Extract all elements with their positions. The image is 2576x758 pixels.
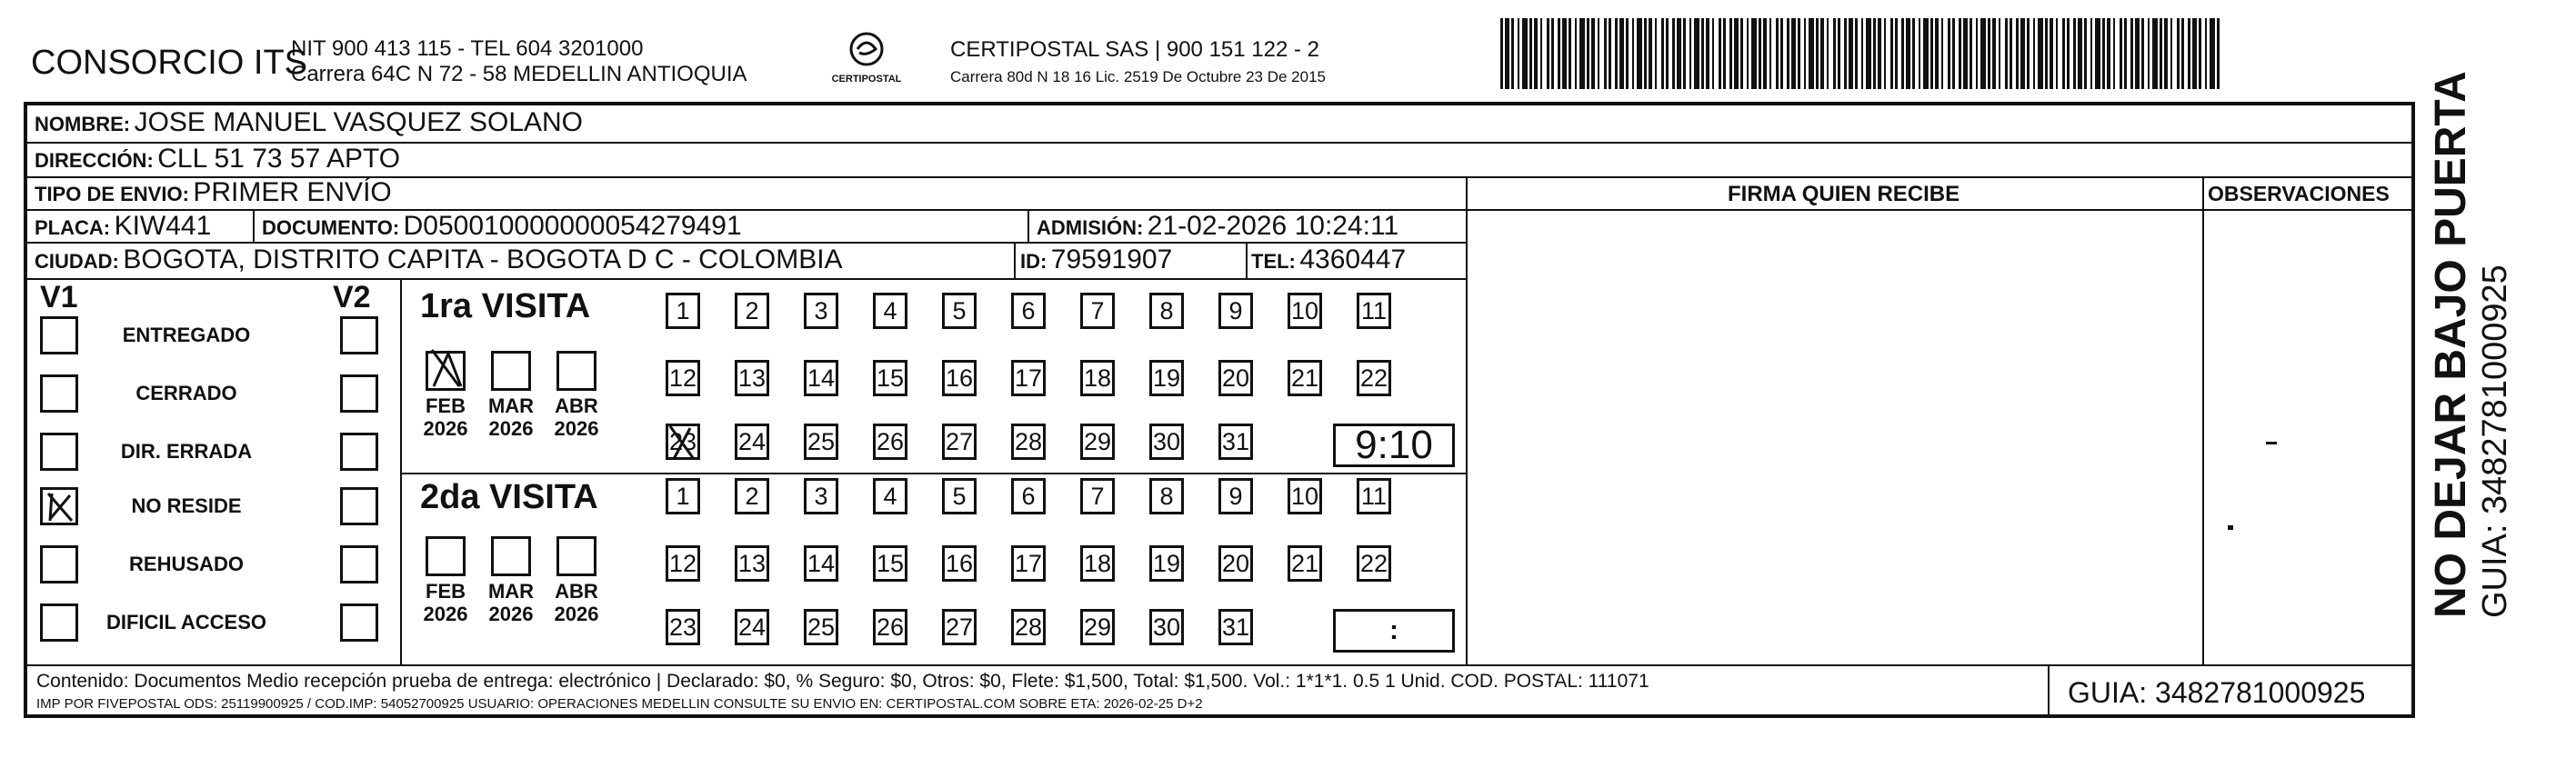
documento-value: D050010000000054279491 — [403, 211, 742, 241]
second-day-20[interactable]: 20 — [1218, 545, 1253, 582]
certipostal-address: Carrera 80d N 18 16 Lic. 2519 De Octubre 23 De 2015 — [950, 68, 1326, 85]
second-month-feb-label: FEB 2026 — [423, 580, 468, 625]
nit-line: NIT 900 413 115 - TEL 604 3201000 — [291, 36, 644, 61]
first-day-16[interactable]: 16 — [942, 360, 977, 396]
v2-label: V2 — [333, 280, 371, 314]
footer-contenido: Contenido: Documentos Medio recepción prueba de entrega: electrónico | Declarado: $0, % Seguro: $0, Otros: $0, Flete: $1,500, Total: $1,500. Vol.: 1*1*1. 0.5 1 Unid. COD. POSTAL: 111071 — [36, 671, 1649, 692]
placa-value: KIW441 — [114, 211, 212, 241]
first-day-20[interactable]: 20 — [1218, 360, 1253, 396]
second-day-29[interactable]: 29 — [1080, 609, 1115, 645]
second-month-feb-checkbox[interactable] — [426, 536, 466, 576]
second-day-6[interactable]: 6 — [1011, 478, 1046, 514]
status-entregado: ENTREGADO — [122, 324, 251, 346]
second-day-14[interactable]: 14 — [804, 545, 838, 582]
ciudad-label: CIUDAD: — [35, 250, 119, 273]
company-info — [291, 36, 747, 87]
second-day-25[interactable]: 25 — [804, 609, 838, 645]
first-day-5[interactable]: 5 — [942, 293, 977, 329]
v2-checkbox-cerrado[interactable] — [340, 374, 378, 413]
second-day-12[interactable]: 12 — [666, 545, 700, 582]
second-day-18[interactable]: 18 — [1080, 545, 1115, 582]
company-address: Carrera 64C N 72 - 58 MEDELLIN ANTIOQUIA — [291, 62, 747, 86]
tipo-envio-label: TIPO DE ENVIO: — [35, 183, 189, 205]
first-day-4[interactable]: 4 — [873, 293, 907, 329]
second-day-3[interactable]: 3 — [804, 478, 838, 514]
first-visit-time[interactable]: 9:10 — [1333, 424, 1455, 467]
admision-value: 21-02-2026 10:24:11 — [1147, 211, 1399, 241]
second-day-11[interactable]: 11 — [1357, 478, 1391, 514]
first-day-6[interactable]: 6 — [1011, 293, 1046, 329]
second-month-mar-label: MAR 2026 — [487, 580, 535, 625]
first-day-3[interactable]: 3 — [804, 293, 838, 329]
nombre-value: JOSE MANUEL VASQUEZ SOLANO — [134, 107, 584, 137]
second-day-17[interactable]: 17 — [1011, 545, 1046, 582]
certipostal-info — [950, 36, 1326, 91]
observaciones-header: OBSERVACIONES — [2208, 182, 2390, 205]
second-day-1[interactable]: 1 — [666, 478, 700, 514]
second-day-24[interactable]: 24 — [735, 609, 769, 645]
admision-label: ADMISIÓN: — [1037, 216, 1144, 239]
v1-checkbox-dir-errada[interactable] — [40, 433, 78, 471]
obs-dot — [2228, 525, 2233, 530]
first-month-mar-checkbox[interactable] — [491, 351, 531, 391]
company-name: CONSORCIO ITS — [31, 44, 308, 82]
status-no-reside: NO RESIDE — [131, 494, 242, 517]
first-day-28[interactable]: 28 — [1011, 424, 1046, 460]
first-day-30[interactable]: 30 — [1149, 424, 1184, 460]
v2-checkbox-dificil-acceso[interactable] — [340, 603, 378, 642]
v1-checkbox-rehusado[interactable] — [40, 545, 78, 583]
first-day-9[interactable]: 9 — [1218, 293, 1253, 329]
status-dificil-acceso: DIFICIL ACCESO — [105, 611, 266, 633]
certipostal-line: CERTIPOSTAL SAS | 900 151 122 - 2 — [950, 37, 1319, 62]
firma-header: FIRMA QUIEN RECIBE — [1728, 182, 1960, 206]
first-day-22[interactable]: 22 — [1357, 360, 1391, 396]
first-day-29[interactable]: 29 — [1080, 424, 1115, 460]
first-day-7[interactable]: 7 — [1080, 293, 1115, 329]
second-day-31[interactable]: 31 — [1218, 609, 1253, 645]
id-value: 79591907 — [1050, 244, 1173, 274]
first-day-31[interactable]: 31 — [1218, 424, 1253, 460]
second-day-16[interactable]: 16 — [942, 545, 977, 582]
v2-checkbox-no-reside[interactable] — [340, 487, 378, 525]
first-day-19[interactable]: 19 — [1149, 360, 1184, 396]
status-cerrado: CERRADO — [135, 382, 237, 404]
first-day-1[interactable]: 1 — [666, 293, 700, 329]
first-day-2[interactable]: 2 — [735, 293, 769, 329]
first-visit-title: 1ra VISITA — [420, 287, 591, 325]
second-day-28[interactable]: 28 — [1011, 609, 1046, 645]
v1-checkbox-cerrado[interactable] — [40, 374, 78, 413]
documento-label: DOCUMENTO: — [262, 216, 400, 239]
second-day-8[interactable]: 8 — [1149, 478, 1184, 514]
v2-checkbox-entregado[interactable] — [340, 316, 378, 354]
first-month-abr-label: ABR 2026 — [554, 394, 599, 440]
form-frame — [24, 102, 2415, 718]
second-day-15[interactable]: 15 — [873, 545, 907, 582]
first-month-abr-checkbox[interactable] — [556, 351, 596, 391]
first-day-27[interactable]: 27 — [942, 424, 977, 460]
second-day-21[interactable]: 21 — [1288, 545, 1322, 582]
first-day-24[interactable]: 24 — [735, 424, 769, 460]
second-day-10[interactable]: 10 — [1288, 478, 1322, 514]
second-day-2[interactable]: 2 — [735, 478, 769, 514]
ciudad-value: BOGOTA, DISTRITO CAPITA - BOGOTA D C - COLOMBIA — [123, 244, 843, 274]
second-day-26[interactable]: 26 — [873, 609, 907, 645]
first-day-15[interactable]: 15 — [873, 360, 907, 396]
first-month-mar-label: MAR 2026 — [487, 394, 535, 440]
direccion-label: DIRECCIÓN: — [35, 149, 154, 172]
side-warning: NO DEJAR BAJO PUERTA — [2427, 71, 2475, 618]
tel-label: TEL: — [1251, 250, 1296, 273]
second-visit-time[interactable]: : — [1333, 609, 1455, 653]
status-rehusado: REHUSADO — [129, 553, 244, 575]
first-day-23[interactable]: 23 — [666, 424, 700, 460]
tipo-envio-value: PRIMER ENVÍO — [193, 177, 392, 207]
obs-mark — [2266, 442, 2277, 444]
second-month-abr-checkbox[interactable] — [556, 536, 596, 576]
v1-checkbox-dificil-acceso[interactable] — [40, 603, 78, 642]
v1-checkbox-entregado[interactable] — [40, 316, 78, 354]
tel-value: 4360447 — [1299, 244, 1407, 274]
first-day-10[interactable]: 10 — [1288, 293, 1322, 329]
first-day-25[interactable]: 25 — [804, 424, 838, 460]
first-day-13[interactable]: 13 — [735, 360, 769, 396]
second-month-abr-label: ABR 2026 — [554, 580, 599, 625]
first-day-12[interactable]: 12 — [666, 360, 700, 396]
second-month-mar-checkbox[interactable] — [491, 536, 531, 576]
second-day-9[interactable]: 9 — [1218, 478, 1253, 514]
second-day-4[interactable]: 4 — [873, 478, 907, 514]
placa-label: PLACA: — [35, 216, 111, 239]
v1-label: V1 — [40, 280, 78, 314]
direccion-value: CLL 51 73 57 APTO — [157, 144, 401, 174]
footer-guia: GUIA: 3482781000925 — [2068, 676, 2366, 709]
first-day-26[interactable]: 26 — [873, 424, 907, 460]
v1-checkbox-no-reside[interactable] — [40, 487, 78, 525]
second-day-30[interactable]: 30 — [1149, 609, 1184, 645]
first-day-11[interactable]: 11 — [1357, 293, 1391, 329]
side-guia: GUIA: 3482781000925 — [2476, 264, 2514, 618]
id-label: ID: — [1020, 250, 1047, 273]
v2-checkbox-rehusado[interactable] — [340, 545, 378, 583]
first-day-18[interactable]: 18 — [1080, 360, 1115, 396]
second-day-22[interactable]: 22 — [1357, 545, 1391, 582]
first-day-8[interactable]: 8 — [1149, 293, 1184, 329]
second-day-23[interactable]: 23 — [666, 609, 700, 645]
first-month-feb-checkbox[interactable] — [426, 351, 466, 391]
second-day-27[interactable]: 27 — [942, 609, 977, 645]
second-day-19[interactable]: 19 — [1149, 545, 1184, 582]
second-day-13[interactable]: 13 — [735, 545, 769, 582]
logo-text: CERTIPOSTAL — [831, 74, 902, 85]
status-dir-errada: DIR. ERRADA — [120, 440, 253, 463]
first-day-17[interactable]: 17 — [1011, 360, 1046, 396]
first-day-14[interactable]: 14 — [804, 360, 838, 396]
first-day-21[interactable]: 21 — [1288, 360, 1322, 396]
second-visit-title: 2da VISITA — [420, 478, 598, 516]
v2-checkbox-dir-errada[interactable] — [340, 433, 378, 471]
second-day-5[interactable]: 5 — [942, 478, 977, 514]
certipostal-logo — [823, 29, 910, 93]
footer-imp: IMP POR FIVEPOSTAL ODS: 25119900925 / COD.IMP: 54052700925 USUARIO: OPERACIONES MEDELLIN CONSULTE SU ENVIO EN: CERTIPOSTAL.COM SOBRE ETA: 2026-02-25 D+2 — [36, 696, 1203, 712]
side-text — [2426, 71, 2515, 618]
second-day-7[interactable]: 7 — [1080, 478, 1115, 514]
nombre-label: NOMBRE: — [35, 113, 131, 135]
first-month-feb-label: FEB 2026 — [423, 394, 468, 440]
barcode — [1500, 18, 2223, 89]
